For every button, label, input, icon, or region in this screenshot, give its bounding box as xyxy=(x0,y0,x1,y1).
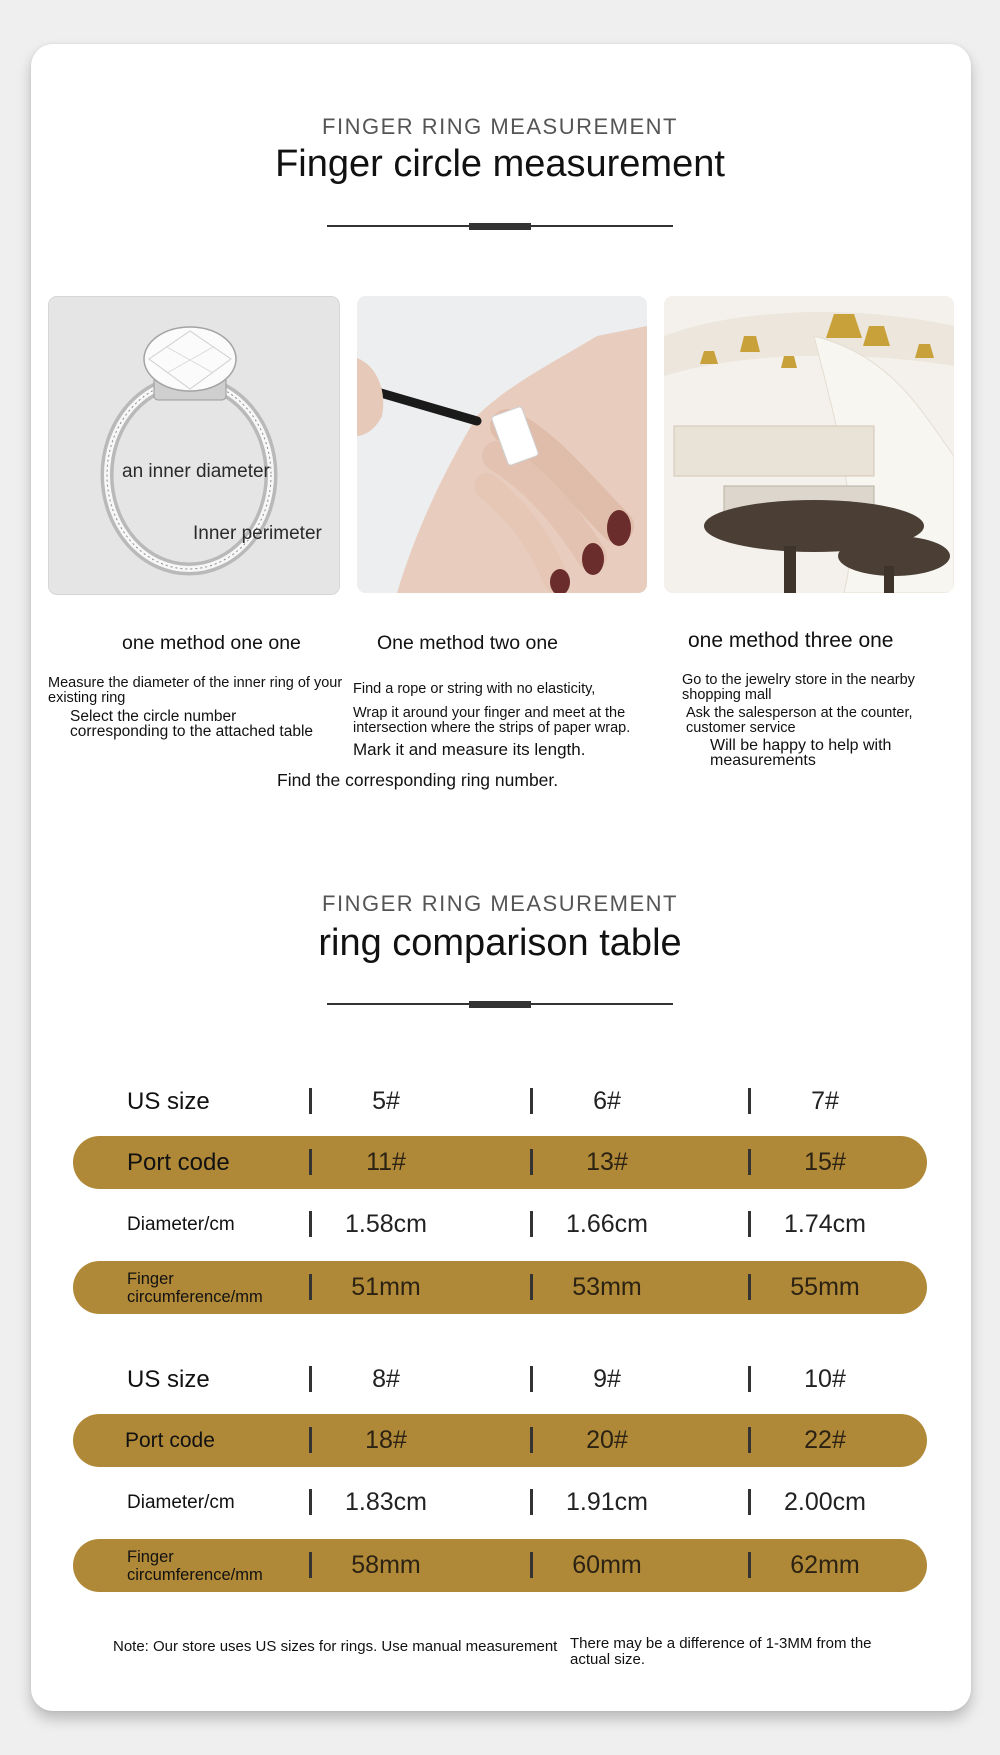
table-cell: 18# xyxy=(365,1426,407,1454)
row-label: Diameter/cm xyxy=(127,1213,235,1235)
ring-photo xyxy=(48,296,340,595)
method-one-title: one method one one xyxy=(122,632,301,654)
table-cell: 55mm xyxy=(790,1273,860,1301)
table-cell: 7# xyxy=(811,1087,839,1115)
method-two-step-3: Mark it and measure its length. xyxy=(353,740,586,759)
method-one-step-1: Measure the diameter of the inner ring of your existing ring xyxy=(48,675,343,706)
table-cell: 1.83cm xyxy=(345,1488,427,1516)
table-row-port-code xyxy=(73,1136,927,1189)
method-three-title: one method three one xyxy=(688,629,894,652)
section2-kicker: FINGER RING MEASUREMENT xyxy=(322,891,678,916)
table-row-port-code xyxy=(73,1414,927,1467)
table-cell: 8# xyxy=(372,1365,400,1393)
method-two-title: One method two one xyxy=(377,632,559,654)
store-illustration xyxy=(664,296,954,593)
row-label: Port code xyxy=(127,1148,230,1176)
ring-illustration xyxy=(49,297,339,594)
method-two-step-2: Wrap it around your finger and meet at the intersection where the strips of paper wrap. xyxy=(353,705,631,736)
table-cell: 15# xyxy=(804,1148,846,1176)
table-cell: 1.58cm xyxy=(345,1210,427,1238)
find-ring-number-text: Find the corresponding ring number. xyxy=(277,770,559,790)
method-three-step-3: Will be happy to help with measurements xyxy=(710,737,892,769)
table-row-diameter xyxy=(73,1198,927,1251)
method-three-step-2: Ask the salesperson at the counter, customer service xyxy=(686,705,913,736)
table-cell: 2.00cm xyxy=(784,1488,866,1516)
table-cell: 58mm xyxy=(351,1551,421,1579)
table-cell: 11# xyxy=(366,1148,406,1176)
table-cell: 1.66cm xyxy=(566,1210,648,1238)
section-title: Finger circle measurement xyxy=(275,143,725,185)
note-right: There may be a difference of 1-3MM from the actual size. xyxy=(570,1635,872,1668)
table-cell: 13# xyxy=(586,1148,628,1176)
hand-photo xyxy=(357,296,647,593)
inner-diameter-label: an inner diameter xyxy=(122,461,270,482)
table-cell: 51mm xyxy=(351,1273,421,1301)
table-cell: 53mm xyxy=(572,1273,642,1301)
row-label: Diameter/cm xyxy=(127,1491,235,1513)
table-row-us-size xyxy=(73,1353,927,1406)
section-kicker: FINGER RING MEASUREMENT xyxy=(322,114,678,139)
row-label-line-2: circumference/mm xyxy=(127,1565,263,1584)
row-label-line-1: Finger xyxy=(127,1547,174,1566)
table-cell: 62mm xyxy=(790,1551,860,1579)
table-cell: 20# xyxy=(586,1426,628,1454)
row-label xyxy=(127,1261,263,1314)
note-left: Note: Our store uses US sizes for rings. Use manual measurement xyxy=(113,1638,558,1655)
table-cell: 22# xyxy=(804,1426,846,1454)
row-label: US size xyxy=(127,1087,210,1115)
row-label xyxy=(127,1539,263,1592)
title2-divider-accent xyxy=(469,1001,531,1008)
hand-illustration xyxy=(357,296,647,593)
method-three-step-1: Go to the jewelry store in the nearby shopping mall xyxy=(682,672,915,703)
table-row-us-size xyxy=(73,1075,927,1128)
row-label: Port code xyxy=(125,1428,215,1452)
table-cell: 6# xyxy=(593,1087,621,1115)
table-cell: 1.91cm xyxy=(566,1488,648,1516)
inner-perimeter-label: Inner perimeter xyxy=(193,523,322,544)
table-cell: 5# xyxy=(372,1087,400,1115)
table-row-circumference xyxy=(73,1539,927,1592)
table-cell: 1.74cm xyxy=(784,1210,866,1238)
section2-title: ring comparison table xyxy=(318,922,682,964)
title-divider-accent xyxy=(469,223,531,230)
table-row-diameter xyxy=(73,1476,927,1529)
table-cell: 9# xyxy=(593,1365,621,1393)
method-one-step-2: Select the circle number corresponding to the attached table xyxy=(70,708,314,740)
row-label-line-2: circumference/mm xyxy=(127,1287,263,1306)
row-label: US size xyxy=(127,1365,210,1393)
table-cell: 10# xyxy=(804,1365,846,1393)
store-photo xyxy=(664,296,954,593)
table-row-circumference xyxy=(73,1261,927,1314)
table-cell: 60mm xyxy=(572,1551,642,1579)
row-label-line-1: Finger xyxy=(127,1269,174,1288)
method-two-step-1: Find a rope or string with no elasticity, xyxy=(353,681,596,697)
